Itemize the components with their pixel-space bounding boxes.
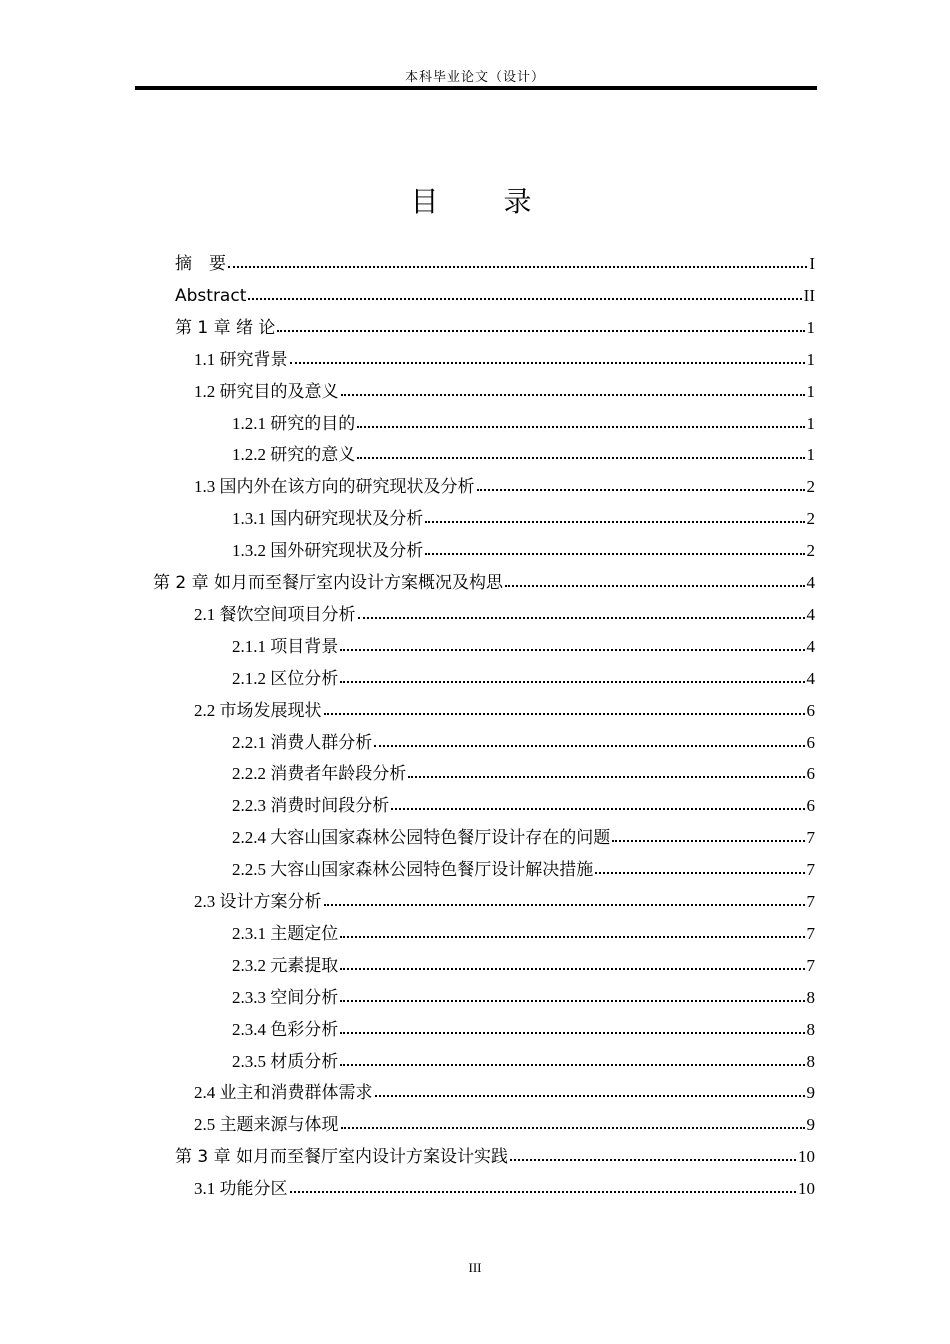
toc-entry: [175, 310, 815, 338]
toc-entry-label: 2.2.5 大容山国家森林公园特色餐厅设计解决措施: [232, 860, 594, 879]
page-number: III: [468, 1260, 482, 1275]
toc-entry-label: 2.3.4 色彩分析: [232, 1020, 339, 1039]
toc-entry: [232, 916, 815, 944]
toc-leader-dots: [510, 1159, 796, 1161]
toc-leader-dots: [228, 266, 807, 268]
toc-leader-dots: [340, 968, 804, 970]
toc-leader-dots: [248, 298, 801, 300]
toc-entry-page: 2: [806, 477, 815, 496]
toc-leader-dots: [357, 426, 804, 428]
toc-leader-dots: [277, 330, 804, 332]
toc-entry-page: 1: [806, 445, 815, 464]
toc-entry: [232, 820, 815, 848]
toc-entry-label: 1.3.1 国内研究现状及分析: [232, 509, 424, 528]
header-rule: [135, 86, 817, 89]
toc-entry-page: 2: [806, 509, 815, 528]
toc-entry: [232, 788, 815, 816]
toc-entry: [194, 1107, 815, 1135]
toc-entry-page: 4: [806, 573, 815, 592]
toc-entry-page: 1: [806, 382, 815, 401]
toc-entry-label: 3.1 功能分区: [194, 1179, 288, 1198]
toc-entry-page: 7: [806, 860, 815, 879]
toc-entry: [175, 278, 815, 306]
toc-entry: [194, 1075, 815, 1103]
toc-entry: [232, 980, 815, 1008]
toc-entry-label: 2.3.5 材质分析: [232, 1052, 339, 1071]
toc-leader-dots: [324, 904, 805, 906]
toc-entry-label: 2.2.4 大容山国家森林公园特色餐厅设计存在的问题: [232, 828, 611, 847]
toc-entry: [194, 1171, 815, 1199]
toc-leader-dots: [477, 489, 805, 491]
toc-entry-page: 8: [806, 988, 815, 1007]
toc-entry-label: 2.1.1 项目背景: [232, 637, 339, 656]
toc-entry-label: 2.4 业主和消费群体需求: [194, 1083, 373, 1102]
toc-entry: [194, 597, 815, 625]
toc-entry-label: 第 2 章 如月而至餐厅室内设计方案概况及构思: [153, 573, 504, 593]
toc-entry-page: 4: [806, 605, 815, 624]
toc-entry-page: 1: [806, 414, 815, 433]
toc-entry-label: 1.2.1 研究的目的: [232, 414, 356, 433]
toc-leader-dots: [505, 585, 804, 587]
toc-leader-dots: [357, 457, 804, 459]
toc-entry-label: 1.2.2 研究的意义: [232, 445, 356, 464]
toc-entry: [232, 852, 815, 880]
toc-entry-page: 8: [806, 1020, 815, 1039]
toc-entry-label: 2.2 市场发展现状: [194, 701, 322, 720]
toc-entry-page: 7: [806, 956, 815, 975]
toc-leader-dots: [425, 521, 804, 523]
toc-entry-label: 2.3.1 主题定位: [232, 924, 339, 943]
toc-entry-page: 2: [806, 541, 815, 560]
toc-leader-dots: [425, 553, 804, 555]
toc-entry-page: 7: [806, 924, 815, 943]
toc-entry: [232, 501, 815, 529]
toc-leader-dots: [375, 1095, 805, 1097]
toc-leader-dots: [595, 872, 804, 874]
toc-entry: [232, 661, 815, 689]
toc-entry: [175, 246, 815, 274]
toc-leader-dots: [340, 681, 804, 683]
toc-entry: [194, 693, 815, 721]
toc-leader-dots: [324, 713, 805, 715]
toc-entry: [175, 1139, 815, 1167]
toc-entry: [232, 437, 815, 465]
toc-title: 目 录: [410, 185, 560, 218]
toc-entry-page: 6: [806, 796, 815, 815]
toc-leader-dots: [374, 745, 804, 747]
toc-entry-page: 9: [806, 1083, 815, 1102]
toc-entry: [194, 374, 815, 402]
toc-entry-label: 摘 要: [175, 254, 226, 274]
toc-entry-page: 1: [806, 350, 815, 369]
toc-leader-dots: [341, 1127, 805, 1129]
toc-entry-label: Abstract: [175, 286, 247, 306]
toc-leader-dots: [341, 394, 805, 396]
toc-leader-dots: [391, 808, 804, 810]
toc-entry-label: 2.2.1 消费人群分析: [232, 733, 373, 752]
toc-entry-page: I: [809, 254, 815, 273]
toc-entry-label: 2.3.3 空间分析: [232, 988, 339, 1007]
toc-entry: [232, 406, 815, 434]
toc-entry-page: 1: [806, 318, 815, 337]
toc-entry-label: 2.2.2 消费者年龄段分析: [232, 764, 407, 783]
toc-entry-label: 第 3 章 如月而至餐厅室内设计方案设计实践: [175, 1147, 509, 1167]
toc-entry-page: II: [803, 286, 815, 305]
toc-leader-dots: [340, 1000, 804, 1002]
toc-entry-page: 4: [806, 637, 815, 656]
toc-entry: [232, 1044, 815, 1072]
toc-entry-label: 2.3 设计方案分析: [194, 892, 322, 911]
toc-entry-page: 9: [806, 1115, 815, 1134]
toc-entry-label: 第 1 章 绪 论: [175, 318, 276, 338]
toc-leader-dots: [340, 1032, 804, 1034]
toc-entry-label: 2.2.3 消费时间段分析: [232, 796, 390, 815]
toc-entry-label: 2.1.2 区位分析: [232, 669, 339, 688]
toc-leader-dots: [290, 1191, 797, 1193]
toc-leader-dots: [358, 617, 805, 619]
toc-entry: [232, 533, 815, 561]
toc-leader-dots: [340, 649, 804, 651]
toc-entry-label: 2.3.2 元素提取: [232, 956, 339, 975]
toc-leader-dots: [408, 776, 804, 778]
toc-entry-page: 7: [806, 892, 815, 911]
toc-entry: [232, 629, 815, 657]
running-header: 本科毕业论文（设计）: [404, 69, 545, 84]
toc-entry: [232, 948, 815, 976]
toc-entry-page: 6: [806, 733, 815, 752]
toc-entry-page: 7: [806, 828, 815, 847]
toc-entry-label: 1.1 研究背景: [194, 350, 288, 369]
toc-leader-dots: [290, 362, 805, 364]
toc-entry: [232, 725, 815, 753]
toc-entry-page: 6: [806, 701, 815, 720]
toc-entry-page: 8: [806, 1052, 815, 1071]
toc-entry-label: 2.5 主题来源与体现: [194, 1115, 339, 1134]
toc-entry-label: 2.1 餐饮空间项目分析: [194, 605, 356, 624]
toc-leader-dots: [340, 936, 804, 938]
toc-leader-dots: [340, 1064, 804, 1066]
toc-entry: [194, 884, 815, 912]
toc-entry-page: 10: [798, 1179, 815, 1198]
toc-entry: [232, 1012, 815, 1040]
toc-entry: [194, 342, 815, 370]
toc-entry-label: 1.3.2 国外研究现状及分析: [232, 541, 424, 560]
toc-entry-page: 4: [806, 669, 815, 688]
toc-leader-dots: [612, 840, 804, 842]
toc-entry-page: 6: [806, 764, 815, 783]
toc-entry-label: 1.2 研究目的及意义: [194, 382, 339, 401]
toc-entry-page: 10: [798, 1147, 815, 1166]
toc-entry: [153, 565, 815, 593]
toc-entry: [232, 756, 815, 784]
toc-entry: [194, 469, 815, 497]
toc-entry-label: 1.3 国内外在该方向的研究现状及分析: [194, 477, 475, 496]
